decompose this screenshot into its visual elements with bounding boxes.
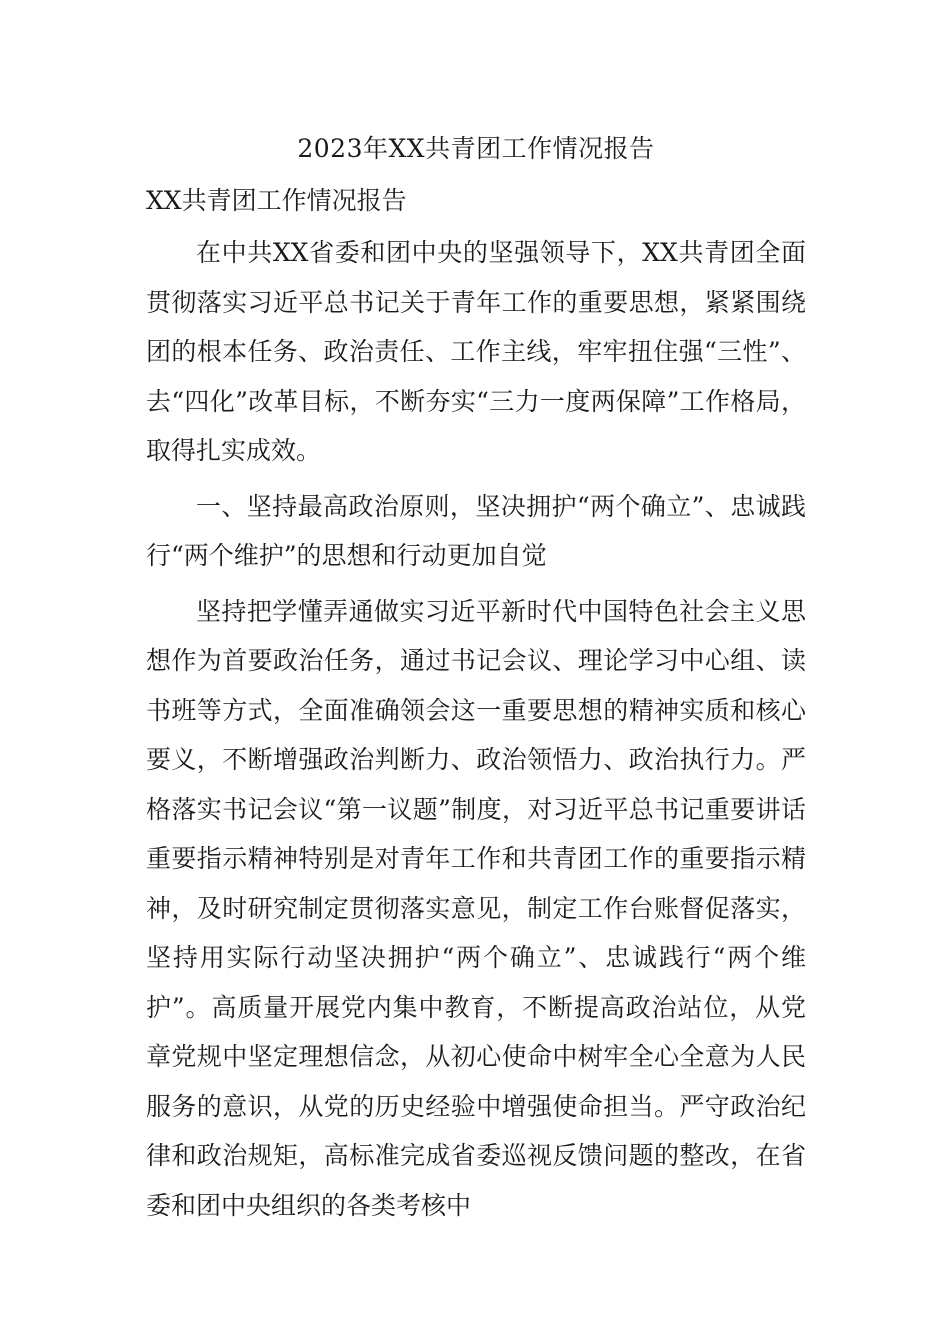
- document-subtitle: XX共青团工作情况报告: [146, 186, 407, 215]
- document-page: [146, 128, 806, 1230]
- document-title: 2023年XX共青团工作情况报告: [297, 134, 655, 163]
- body-paragraph: 坚持把学懂弄通做实习近平新时代中国特色社会主义思想作为首要政治任务，通过书记会议、理论学习中心组、读书班等方式，全面准确领会这一重要思想的精神实质和核心要义，不断增强政治判断力、政治领悟力、政治执行力。严格落实书记会议“第一议题”制度，对习近平总书记重要讲话重要指示精神特别是对青年工作和共青团工作的重要指示精神，及时研究制定贯彻落实意见，制定工作台账督促落实，坚持用实际行动坚决拥护“两个确立”、忠诚践行“两个维护”。高质量开展党内集中教育，不断提高政治站位，从党章党规中坚定理想信念，从初心使命中树牢全心全意为人民服务的意识，从党的历史经验中增强使命担当。严守政治纪律和政治规矩，高标准完成省委巡视反馈问题的整改，在省委和团中央组织的各类考核中: [146, 596, 806, 1220]
- section-heading-1: 一、坚持最高政治原则，坚决拥护“两个确立”、忠诚践行“两个维护”的思想和行动更加自觉: [146, 491, 806, 570]
- intro-paragraph: 在中共XX省委和团中央的坚强领导下，XX共青团全面贯彻落实习近平总书记关于青年工作的重要思想，紧紧围绕团的根本任务、政治责任、工作主线，牢牢扭住强“三性”、去“四化”改革目标，不断夯实“三力一度两保障”工作格局，取得扎实成效。: [146, 238, 806, 465]
